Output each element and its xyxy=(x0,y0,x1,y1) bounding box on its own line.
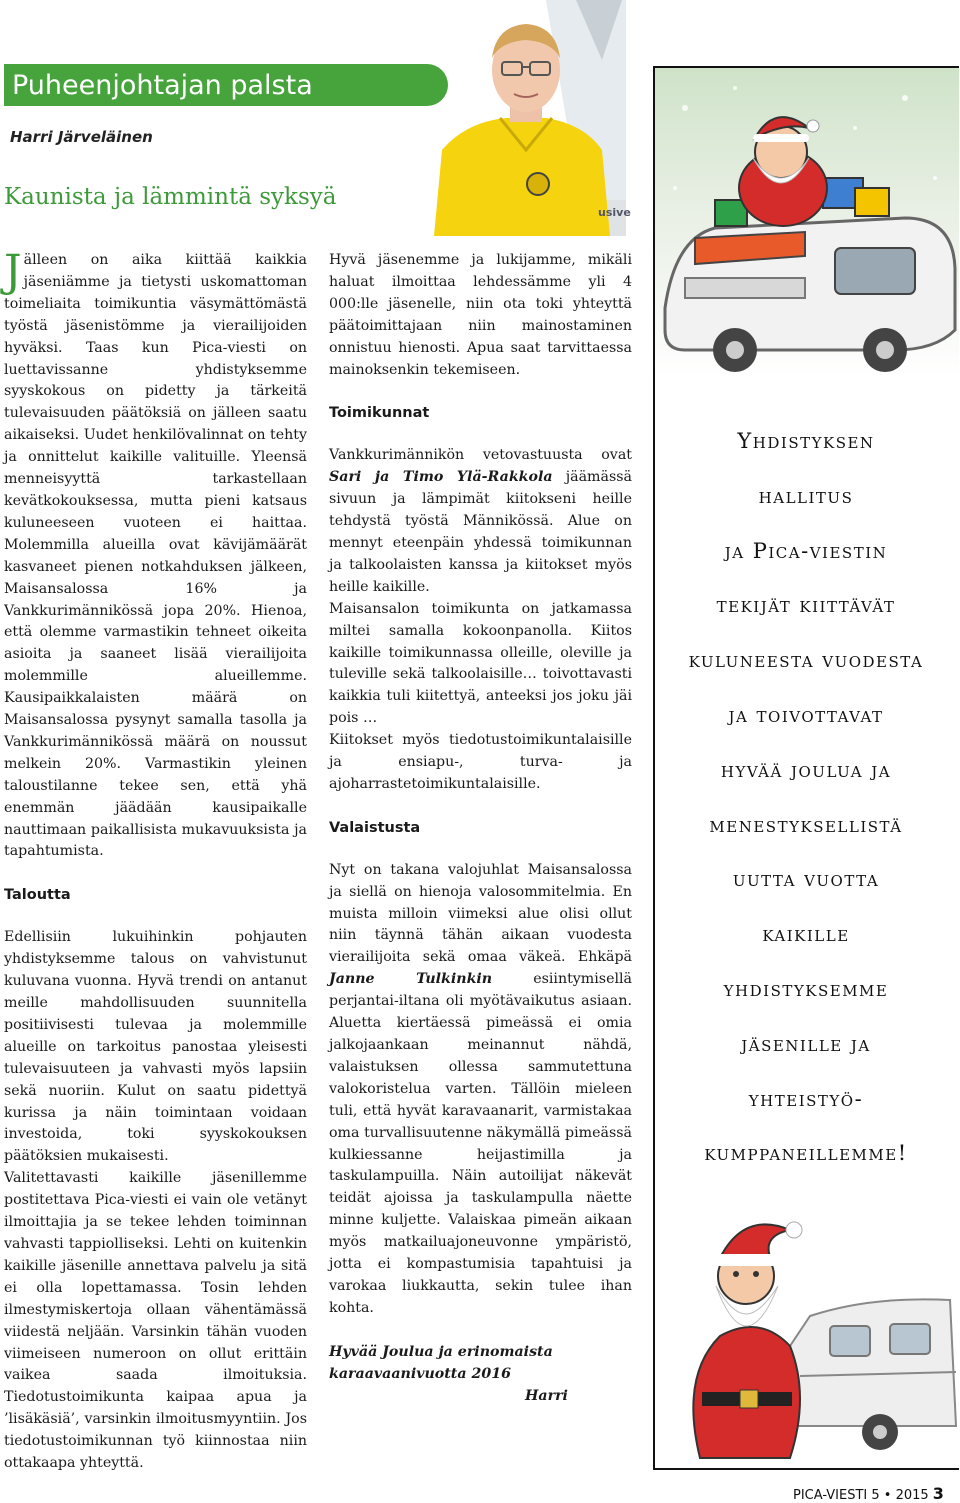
greeting-line: yhdistyksemme xyxy=(723,976,889,1001)
highlighted-names: Sari ja Timo Ylä-Rakkola xyxy=(329,469,553,486)
greeting-line: hyvää joulua ja xyxy=(720,757,892,782)
greeting-line: kumppaneillemme! xyxy=(704,1141,908,1166)
section-title: Puheenjohtajan palsta xyxy=(12,70,313,101)
greeting-line: hallitus xyxy=(758,483,854,508)
publication-name: PICA-VIESTI 5 • 2015 xyxy=(793,1488,929,1503)
advertising-paragraph: Hyvä jäsenemme ja lukijamme, mikäli haluat ilmoittaa lehdessämme yli 4 000:lle jäsenelle, niin ota toki yhteyttä päätoimittajaan niin mainostaminen onnistuu hienosti. Apua saat tarvittaessa mainoksenkin tekemiseen. xyxy=(329,252,632,378)
santa-caravan-illustration xyxy=(655,68,959,378)
page-number: 3 xyxy=(932,1484,944,1503)
author-name: Harri Järveläinen xyxy=(10,128,153,146)
drop-cap: J xyxy=(4,246,22,297)
greeting-line: kaikille xyxy=(762,922,850,947)
greeting-line: Yhdistyksen xyxy=(737,429,875,453)
talous-paragraph-2: Valitettavasti kaikille jäsenillemme postitettava Pica-viesti ei vain ole vetänyt ilmoittajia ja se tekee lehden toiminnan vahvasti tappiolliseksi. Lehti on kuitenkin kaikille jäsenille annettava palvelu ja sitä ei olla lopettamassa. Tosin lehden ilmestymiskertoja ollaan vähentämässä viidestä neljään. Varsinkin tähän vuoden viimeiseen numeroon on ollut erittäin vaikea saada ilmoituksia. Tiedotustoimikunta kaipaa apua ja ’lisäkäsiä’, varsinkin ilmoitusmyyntiin. Jos tiedotustoimikunnan työ kiinnostaa niin ottakaapa yhteyttä. xyxy=(4,1170,307,1472)
greeting-line: tekijät kiittävät xyxy=(716,593,896,618)
greeting-line: kuluneesta vuodesta xyxy=(688,648,924,673)
greeting-line: ja Pica-viestin xyxy=(724,538,888,563)
greeting-line: jäsenille ja xyxy=(741,1031,871,1056)
valaistus-paragraph: Nyt on takana valojuhlat Maisansalossa ja siellä on hienoja valosommitelmia. En muista milloin viimeksi alue olisi ollut niin täynnä tähän aikaan vuodesta vierailijoita sekä omaa väkeä. Ehkäpä Janne Tulkinkin esiintymisellä perjantai-iltana oli myötävaikutus asiaan. Aluetta kiertäessä pimeässä ei omia jalkojaankaan meinannut nähdä, valaistuksen ollessa sammutettuna valokoristelua varten. Tällöin mieleen tuli, että hyvät karavaanarit, varmistakaa oma turvallisuutenne näkymällä pimeässä kulkiessanne heijastimilla ja taskulampuilla. Näin autoilijat näkevät teidät ajoissa ja taskulampulla näette minne kuljette. Valaiskaa pimeän aikaan myös matkailuajoneuvonne ympäristö, jotta ei kompastumisia tapahtuisi ja varokaa liukkautta, sekin tulee ihan kohta. xyxy=(329,861,632,1316)
shirt-print: usive xyxy=(598,206,631,219)
closing-greeting: Hyvää Joulua ja erinomaista karaavaanivuotta 2016 xyxy=(329,1343,553,1382)
signature: Harri xyxy=(525,1387,568,1404)
talous-paragraph-1: Edellisiin lukuihinkin pohjauten yhdistyksemme talous on vahvistunut kuluvana vuonna. Hyvä trendi on antanut meille mahdollisuuden suunnitella positiivisesti tulevaa ja molemmille alueille on tarkoitus panostaa yleisesti tulevaisuuteen ja vahvasti myös lapsiin sekä nuoriin. Kulut on saatu pidettyä kurissa ja näin toimintaan voidaan investoida, toki syyskokouksen päätöksien mukaisesti. xyxy=(4,929,307,1165)
page-footer xyxy=(793,1484,944,1503)
article-column-2 xyxy=(329,250,632,1408)
author-portrait xyxy=(426,0,631,236)
intro-paragraph: Jälleen on aika kiittää kaikkia jäseniämme ja tietysti uskomattoman toimeliaita toimikuntia väsymättömästä työstä jäsenistömme ja vierailijoiden hyväksi. Taas kun Pica-viesti on luettavissanne yhdistyksemme syyskokous on pidetty ja tärkeitä tulevaisuuden päätöksiä on jälleen saatu aikaiseksi. Uudet henkilövalinnat on tehty ja onnittelut kaikille valituille. Yleensä menneisyyttä tarkastellaan kevätkokouksessa, mutta pieni katsaus kuluneeseen vuoteen ei haittaa. Molemmilla alueilla ovat kävijämäärät kasvaneet pienen notkahduksen jälkeen, Maisansalossa 16% ja Vankkurimännikössä jopa 20%. Hienoa, että olemme varmastikin tehneet oikeita asioita ja saaneet lisää vierailijoita molemmille alueillemme. Kausipaikkalaisten määrä on Maisansalossa pysynyt samalla tasolla ja Vankkurimännikössä määrä on noussut melkein 20%. Varmastikin yleinen taloustilanne tekee sen, että yhä enemmän jäädään kausipaikalle nauttimaan paikallisista mukavuuksista ja tapahtumista. xyxy=(4,246,308,860)
toimikunnat-paragraph-1: Vankkurimännikön vetovastuusta ovat Sari ja Timo Ylä-Rakkola jäämässä sivuun ja lämpimät kiitokseni heille tehdystä työstä Männikössä. Alue on mennyt eteenpäin yhdessä toimikunnan ja talkoolaisten kanssa ja kiitokset myös heille kaikille. xyxy=(329,447,632,595)
article-column-1 xyxy=(4,246,308,1475)
greeting-text xyxy=(660,414,952,1181)
greeting-line: ja toivottavat xyxy=(728,702,884,727)
toimikunnat-paragraph-3: Kiitokset myös tiedotustoimikuntalaisille ja ensiapu-, turva- ja ajoharrastetoimikuntalaisille. xyxy=(329,732,632,792)
heading-valaistusta: Valaistusta xyxy=(329,819,421,836)
santa-with-trailer-illustration xyxy=(660,1196,960,1466)
toimikunnat-paragraph-2: Maisansalon toimikunta on jatkamassa miltei samalla kokoonpanolla. Kiitos kaikille toimikunnassa olleille, oleville ja tuleville sekä talkoolaisille… toivottavasti kaikkia tuli kiitettyä, anteeksi jos joku jäi pois … xyxy=(329,600,632,727)
heading-taloutta: Taloutta xyxy=(4,887,71,904)
performer-name: Janne Tulkinkin xyxy=(329,971,493,988)
greeting-line: menestyksellistä xyxy=(709,812,903,837)
article-headline: Kaunista ja lämmintä syksyä xyxy=(4,184,337,210)
heading-toimikunnat: Toimikunnat xyxy=(329,405,430,422)
greeting-line: uutta vuotta xyxy=(732,867,880,892)
greeting-line: yhteistyö- xyxy=(748,1086,864,1111)
